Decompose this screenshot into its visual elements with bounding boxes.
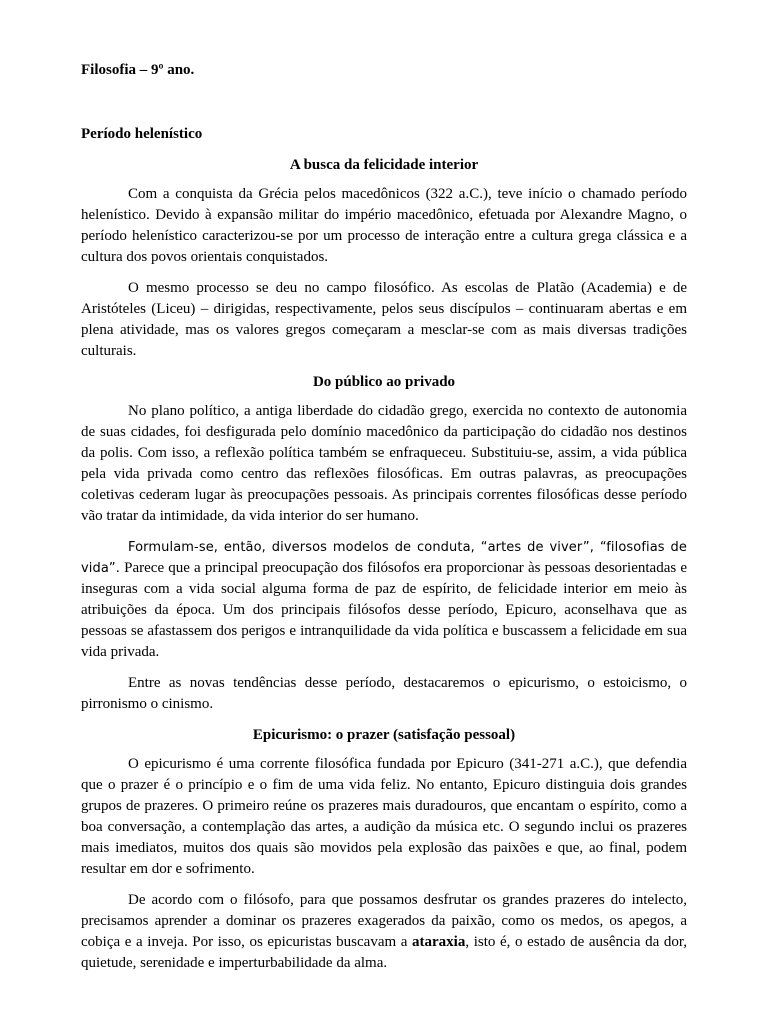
paragraph-7-text-b: , isto é, o estado de ausência da dor, quietude, serenidade e imperturbabilidade da alma. xyxy=(81,934,688,971)
paragraph-7-text-a: De acordo com o filósofo, para que possamos desfrutar os grandes prazeres do intelecto, precisamos aprender a dominar os prazeres exagerados da paixão, como os medos, os apegos, a cobiça e a inveja. Por isso, os epicuristas buscavam a xyxy=(81,892,687,950)
paragraph-4-text: Parece que a principal preocupação dos filósofos era proporcionar às pessoas desorientadas e inseguras com a vida social alguma forma de paz de espírito, de felicidade interior em meio às atribuições da época. Um dos principais filósofos desse período, Epicuro, aconselhava que as pessoas se afastassem dos perigos e intranquilidade da vida política e buscassem a felicidade em sua vida privada. xyxy=(81,560,687,660)
document-page xyxy=(81,60,687,984)
paragraph-3: No plano político, a antiga liberdade do cidadão grego, exercida no contexto de autonomia de suas cidades, foi desfigurada pelo domínio macedônico da participação do cidadão nos destinos da polis. Com isso, a reflexão política também se enfraqueceu. Substituiu-se, assim, a vida pública pela vida privada como centro das reflexões filosóficas. Em outras palavras, as preocupações coletivas cederam lugar às preocupações pessoais. As principais correntes filosóficas desse período vão tratar da intimidade, da vida interior do ser humano. xyxy=(81,403,687,524)
paragraph-5: Entre as novas tendências desse período, destacaremos o epicurismo, o estoicismo, o pirronismo o cinismo. xyxy=(81,675,687,712)
heading-epicurism: Epicurismo: o prazer (satisfação pessoal) xyxy=(252,727,516,743)
paragraph-4 xyxy=(81,537,687,663)
paragraph-7 xyxy=(81,890,687,974)
paragraph-1: Com a conquista da Grécia pelos macedônicos (322 a.C.), teve início o chamado período helenístico. Devido à expansão militar do império macedônico, efetuada por Alexandre Magno, o período helenístico caracterizou-se por um processo de interação entre a cultura grega clássica e a cultura dos povos orientais conquistados. xyxy=(81,186,687,265)
term-ataraxia: ataraxia xyxy=(412,934,466,950)
heading-main: A busca da felicidade interior xyxy=(289,157,479,173)
paragraph-4-handwritten-lead: Formulam-se, então, diversos modelos de conduta, “artes de viver”, “filosofias de vida”. xyxy=(81,540,687,576)
paragraph-2: O mesmo processo se deu no campo filosófico. As escolas de Platão (Academia) e de Aristóteles (Liceu) – dirigidas, respectivamente, pelos seus discípulos – continuaram abertas e em plena atividade, mas os valores gregos começaram a mesclar-se com as mais diversas tradições culturais. xyxy=(81,280,687,359)
heading-public-private: Do público ao privado xyxy=(312,374,456,390)
paragraph-6: O epicurismo é uma corrente filosófica fundada por Epicuro (341-271 a.C.), que defendia que o prazer é o princípio e o fim de uma vida feliz. No entanto, Epicuro distinguia dois grandes grupos de prazeres. O primeiro reúne os prazeres mais duradouros, que encantam o espírito, como a boa conversação, a contemplação das artes, a audição da música etc. O segundo inclui os prazeres mais imediatos, muitos dos quais são movidos pela explosão das paixões e que, ao final, podem resultar em dor e sofrimento. xyxy=(81,756,687,877)
document-header: Filosofia – 9º ano. xyxy=(81,62,195,78)
section-title: Período helenístico xyxy=(81,126,203,142)
